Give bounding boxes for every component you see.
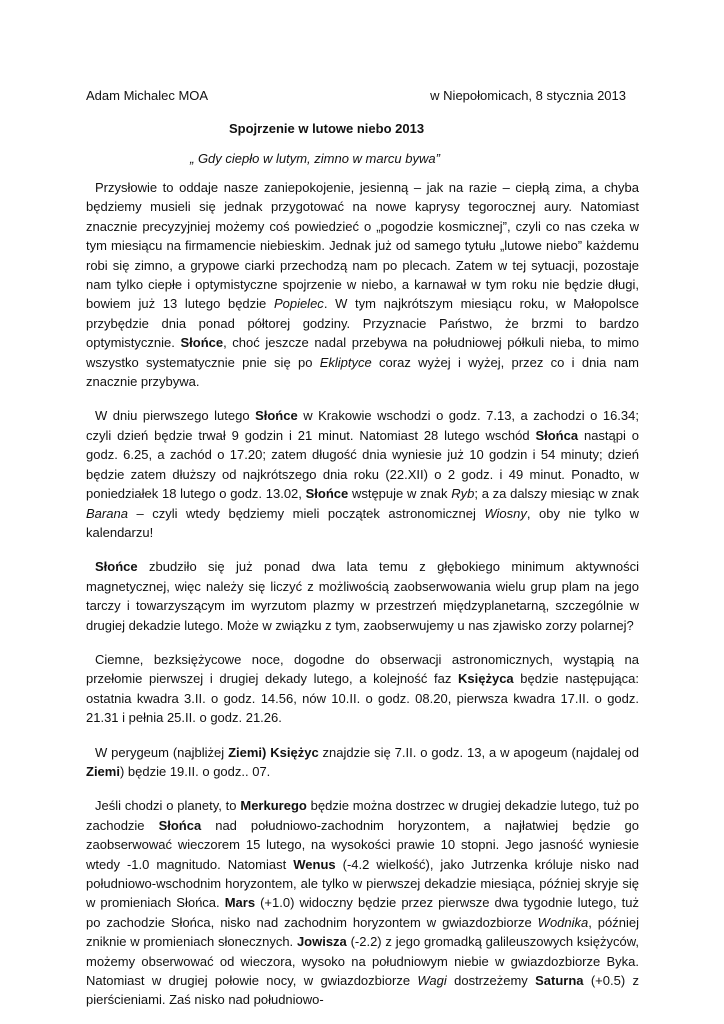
document-subtitle-proverb: „ Gdy ciepło w lutym, zimno w marcu bywa” <box>190 151 440 166</box>
document-title: Spojrzenie w lutowe niebo 2013 <box>229 121 425 136</box>
bold-term-mars: Mars <box>224 895 256 911</box>
italic-term-ekliptyce: Ekliptyce <box>319 354 372 370</box>
text-run: zbudziło się już ponad dwa lata temu z głębokiego minimum aktywności magnetycznej, więc należy się liczyć z możliwością zaobserwowania wielu grup plam na jego tarczy i towarzyszącym im wyrzutom plazmy w przestrzeń międzyplanetarną, szczególnie w drugiej dekadzie lutego. Może w związku z tym, zaobserwujemy u nas zjawisko zorzy polarnej? <box>86 559 639 633</box>
text-run: . W tym najkrótszym miesiącu roku, w Małopolsce przybędzie dnia ponad półtorej godziny. Przyznacie Państwo, że brzmi to bardzo optymistycznie. <box>86 296 639 351</box>
bold-term-ksiezyca: Księżyca <box>458 671 514 687</box>
text-run: (-4.2 wielkość), jako Jutrzenka króluje nisko nad południowo-wschodnim horyzontem, ale tylko w pierwszej dekadzie miesiąca, później skryje się w promieniach Słońca. <box>86 856 639 911</box>
text-run: będzie można dostrzec w drugiej dekadzie lutego, tuż po zachodzie <box>86 798 639 833</box>
text-run: (+0.5) z pierścieniami. Zaś nisko nad południowo- <box>86 973 640 1008</box>
bold-term-slonce: Słońce <box>255 408 298 424</box>
text-run: ) będzie 19.II. o godz.. 07. <box>119 763 271 779</box>
text-run: , później zniknie w promieniach słonecznych. <box>86 914 640 950</box>
document-header <box>86 87 626 107</box>
italic-term-wagi: Wagi <box>417 973 447 989</box>
text-run: będzie następująca: ostatnia kwadra 3.II. o godz. 14.56, nów 10.II. o godz. 08.20, pierwsza kwadra 17.II. o godz. 21.31 i pełnia 25.II. o godz. 21.26. <box>86 671 639 726</box>
bold-term-merkurego: Merkurego <box>240 798 307 814</box>
bold-term-ksiezyc: Księżyc <box>270 744 319 760</box>
text-run: , oby nie tylko w kalendarzu! <box>86 505 639 540</box>
paragraph-solar-activity <box>86 557 639 635</box>
text-run: znajdzie się 7.II. o godz. 13, a w apogeum (najdalej od <box>318 744 639 760</box>
bold-term-slonce: Słońce <box>95 559 138 575</box>
italic-term-barana: Barana <box>86 505 128 521</box>
author-name: Adam Michalec MOA <box>86 88 209 103</box>
paragraph-intro <box>86 178 639 391</box>
italic-term-wiosny: Wiosny <box>484 505 527 521</box>
text-run: (+1.0) widoczny będzie przez pierwsze dwa tygodnie lutego, tuż po zachodzie Słońca, nisko nad zachodnim horyzontem w gwiazdozbiorze <box>86 895 639 930</box>
text-run: wstępuje w znak <box>348 486 452 502</box>
bold-term-slonca: Słońca <box>535 427 579 443</box>
text-run: Jeśli chodzi o planety, to <box>95 798 241 814</box>
text-run: ; a za dalszy miesiąc w znak <box>474 486 639 502</box>
text-run: dostrzeżemy <box>446 973 536 989</box>
bold-term-ziemi: Ziemi <box>86 763 120 779</box>
paragraph-planets <box>86 796 639 1009</box>
bold-term-wenus: Wenus <box>293 856 336 872</box>
text-run: , choć jeszcze nadal przebywa na południowej półkuli nieba, to mimo wszystko systematycznie pnie się po <box>86 335 639 370</box>
paragraph-moon-phases <box>86 650 639 728</box>
text-run: nad południowo-zachodnim horyzontem, a najłatwiej będzie go zaobserwować wieczorem 15 lutego, na wysokości prawie 10 stopni. Jego jasność wyniesie wtedy -1.0 magnitudo. Natomiast <box>86 817 639 872</box>
place-and-date: w Niepołomicach, 8 stycznia 2013 <box>430 88 626 103</box>
text-run: W perygeum (najbliżej <box>95 744 229 760</box>
text-run: – czyli wtedy będziemy mieli początek astronomicznej <box>127 505 485 521</box>
document-body <box>86 178 639 1010</box>
bold-term-slonca: Słońca <box>158 817 202 833</box>
text-run: Przysłowie to oddaje nasze zaniepokojenie, jesienną – jak na razie – ciepłą zima, a chyba będziemy musieli się jednak przygotować na nowe kaprysy tegorocznej aury. Natomiast znacznie precyzyjniej możemy coś powiedzieć o „pogodzie kosmicznej”, czyli co nas czeka w tym miesiącu na firmamencie niebieskim. Jednak już od samego tytułu „lutowe niebo” każdemu robi się zimno, a grypowe ciarki przechodzą nam po plecach. Zatem w tej sytuacji, pozostaje nam tylko ciepłe i optymistyczne spojrzenie w niebo, a karnawał w tym roku nie będzie długi, bowiem już 13 lutego będzie <box>86 180 639 312</box>
paragraph-daylight <box>86 406 639 542</box>
text-run: w Krakowie wschodzi o godz. 7.13, a zachodzi o 16.34; czyli dzień będzie trwał 9 godzin i 21 minut. Natomiast 28 lutego wschód <box>86 408 639 443</box>
bold-term-slonce: Słońce <box>180 335 224 351</box>
italic-term-wodnika: Wodnika <box>537 914 589 930</box>
bold-term-slonce: Słońce <box>305 486 349 502</box>
bold-term-saturna: Saturna <box>535 973 584 989</box>
italic-term-popielec: Popielec <box>273 296 324 312</box>
bold-term-ziemi: Ziemi) <box>228 744 267 760</box>
text-run: coraz wyżej i wyżej, przez co i dnia nam znacznie przybywa. <box>86 354 639 390</box>
text-run: W dniu pierwszego lutego <box>95 408 256 424</box>
text-run: nastąpi o godz. 6.25, a zachód o 17.20; zatem długość dnia wyniesie już 10 godzin i 54 minuty; dzień będzie zatem dłuższy od najkrótszego dnia roku (22.XII) o 2 godz. i 49 minut. Ponadto, w poniedziałek 18 lutego o godz. 13.02, <box>86 427 640 502</box>
text-run: Ciemne, bezksiężycowe noce, dogodne do obserwacji astronomicznych, wystąpią na przełomie pierwszej i drugiej dekady lutego, a kolejność faz <box>86 651 639 687</box>
bold-term-jowisza: Jowisza <box>296 934 347 950</box>
text-run: (-2.2) z jego gromadką galileuszowych księżyców, możemy obserwować od wieczora, wysoko na południowym niebie w gwiazdozbiorze Byka. Natomiast w drugiej połowie nocy, w gwiazdozbiorze <box>86 934 639 989</box>
paragraph-perigee <box>86 743 639 782</box>
italic-term-ryb: Ryb <box>451 486 475 502</box>
